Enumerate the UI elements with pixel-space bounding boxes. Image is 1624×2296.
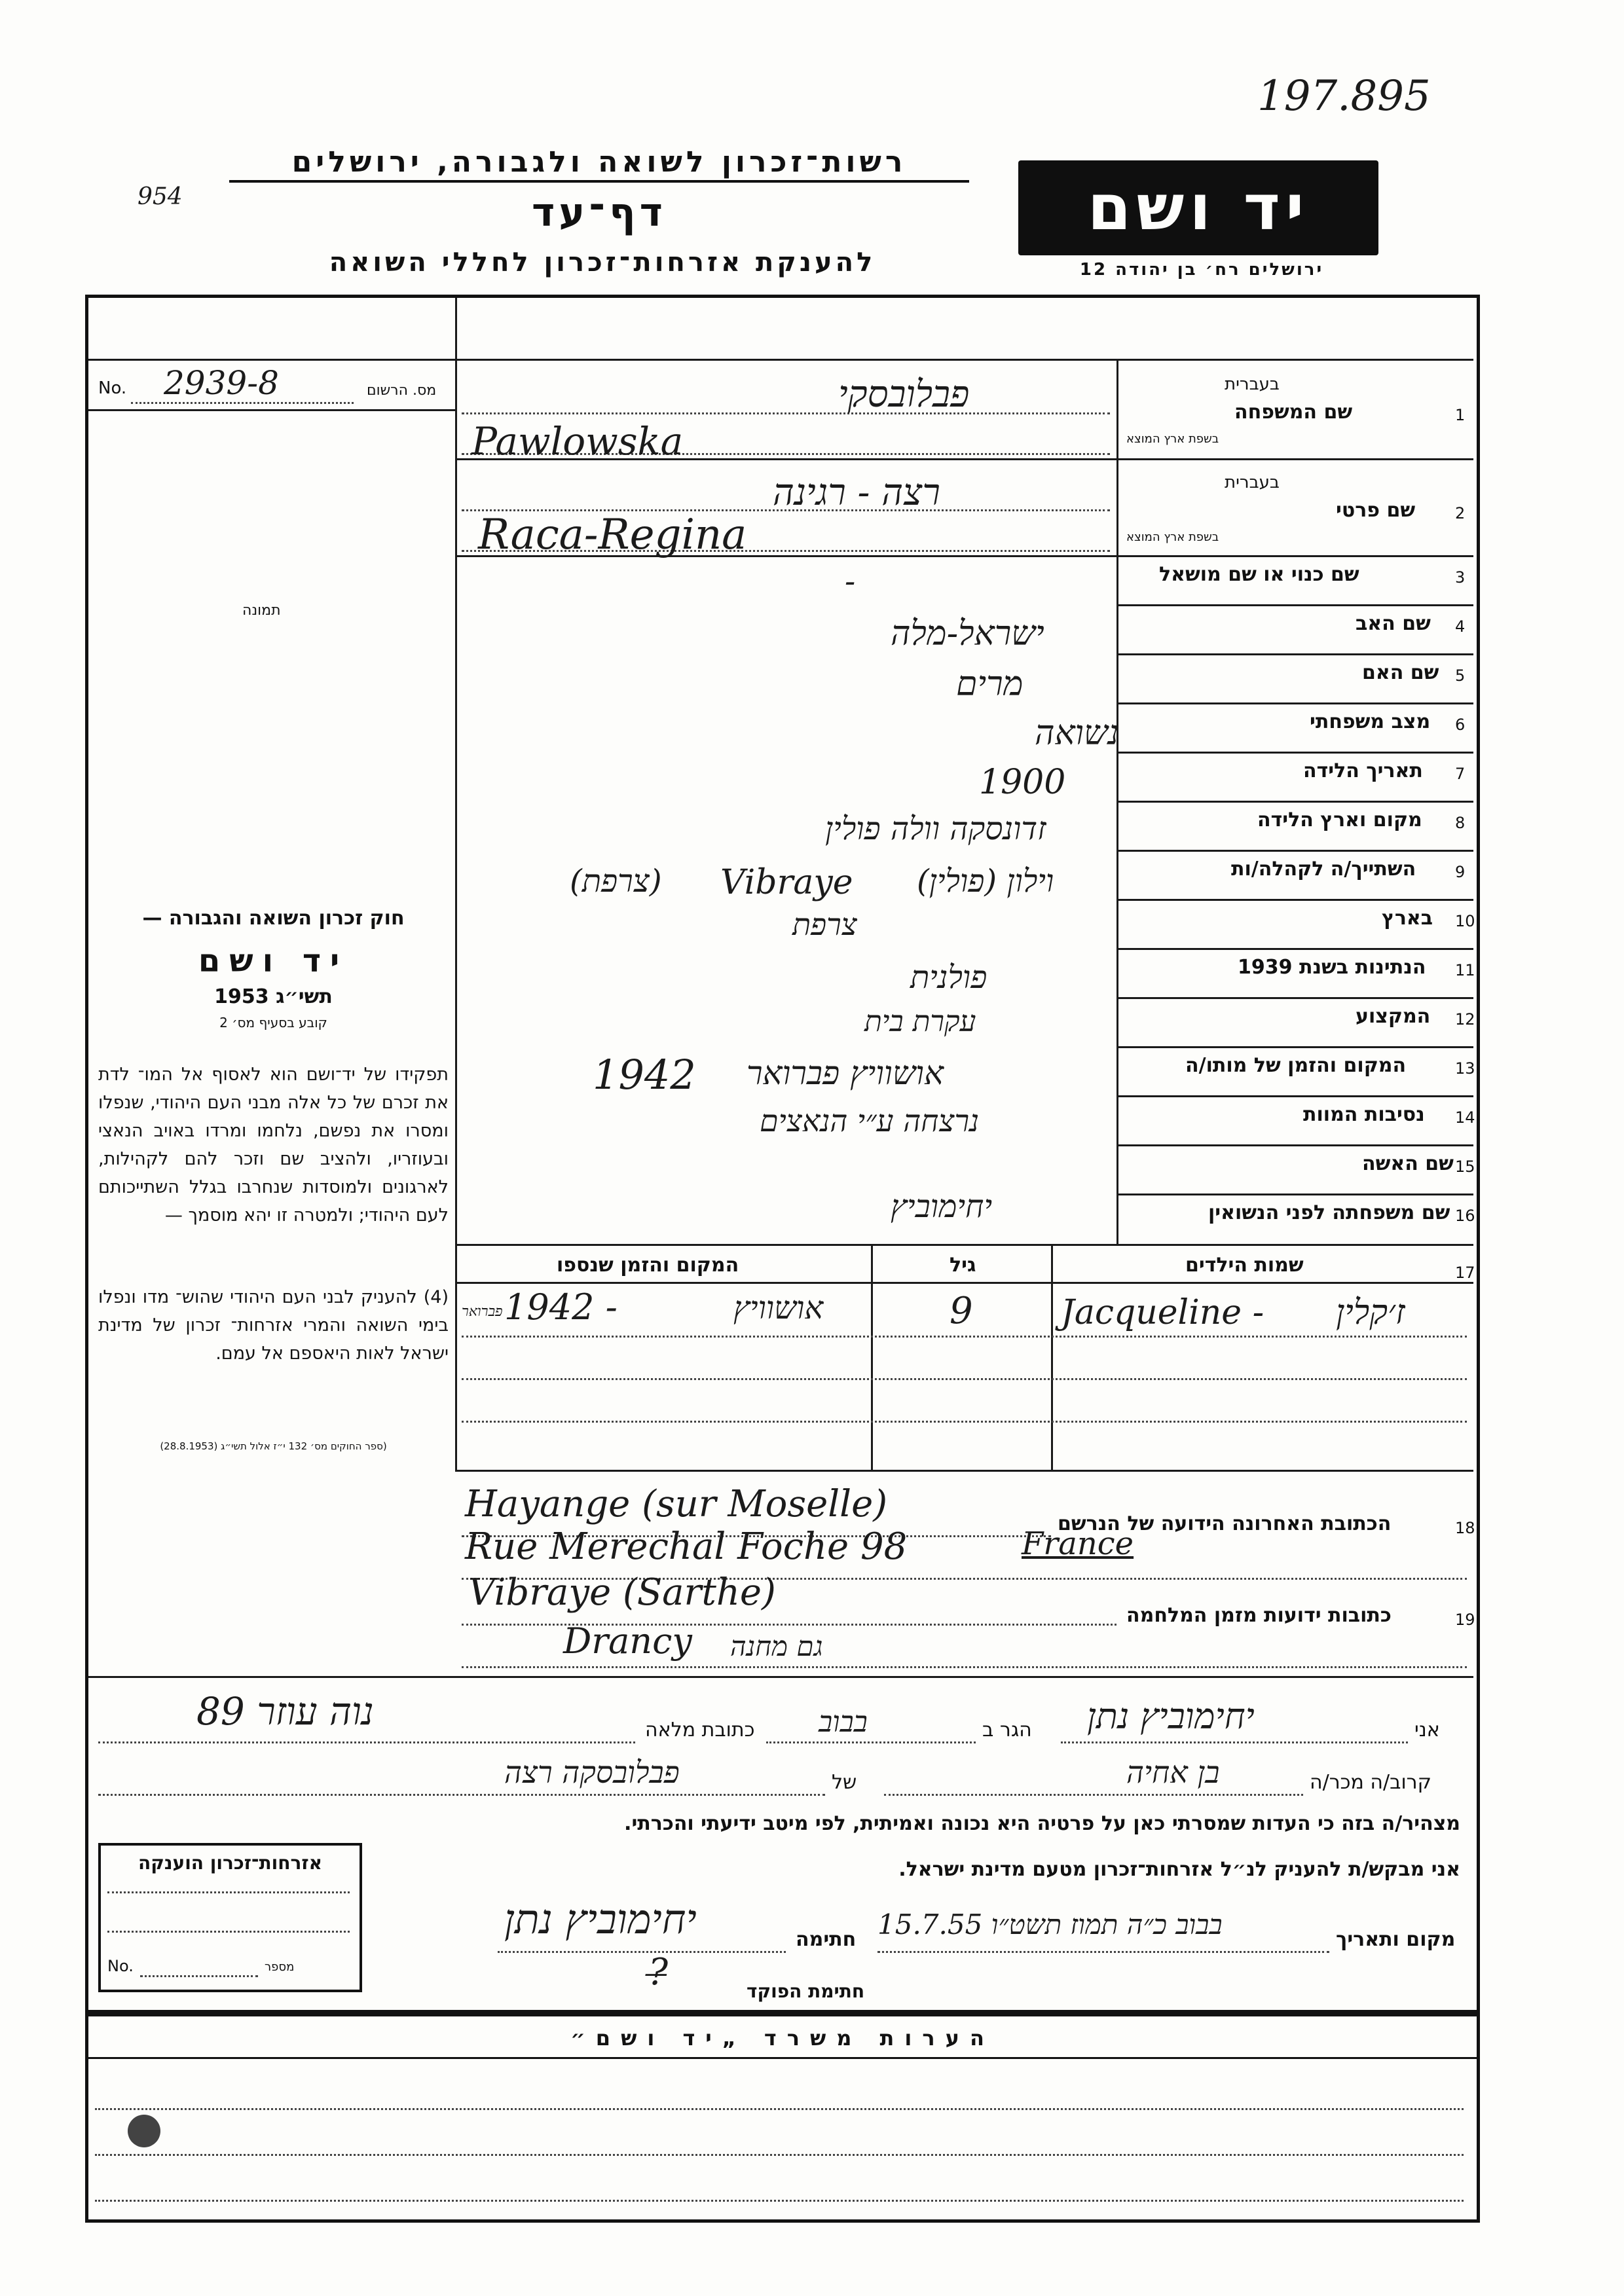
officer-initials: ?̶ (648, 1951, 669, 1994)
field-10-value: צרפת (792, 907, 857, 942)
field-6-value: נשואה (1035, 714, 1119, 753)
address-3: Vibraye (Sarthe) (468, 1571, 776, 1614)
address-1: Hayange (sur Moselle) (465, 1483, 888, 1525)
child-1-place-month: פברואר (462, 1303, 503, 1320)
decl-officer-label: חתימת הפוקד (747, 1980, 865, 2002)
children-col-place: המקום והזמן שנספו (557, 1254, 739, 1277)
child-1-place-heb: אושוויץ (733, 1290, 824, 1326)
field-1-sub1: בעברית (1225, 374, 1280, 394)
testimony-page: 197.895 954 רשות־זכרון לשואה ולגבורה, ירושלים דף־עד להענקת אזרחות־זכרון לחללי השואה יד ושם ירושלים רח׳ בן יהודה 12 No. 2939-8 מס. הרשום תמונה חוק זכרון השואה והגבורה — יד ושם תשי״ג 1953 קובע בסעיף מס׳ 2 תפקידו של יד־ושם הוא לאסוף אל המו־ לדת את זכרם של כל אלה מבני העם היהודי, שנפלו ומסרו את נפשם, נלחמו ומרדו באויב הנאצי ובעוזריו, ולהציב שם וזכר להם לקהילות, לארגונים ולמוסדות שנחרבו בגלל השתייכותם לעם היהודי; ולמטרה זו יהא מוסמך — (4) להעניק לבני העם היהודי שהוש־ מדו ונפלו בימי השואה והמרי אזרחות־ זכרון של מדינת ישראל לאות היאספם אל עמם. (ספר החוקים מס׳ 132 י״ז אלול תשי״ג (28.8.1953) 1 שם המשפחה בעברית בשפת ארץ המוצא פבלובסקי Pawlowska 2 שם פרטי בעברית בשפת ארץ המוצא רצה - רגינה Raca-Regina 3 שם כנוי או שם מושאל - 4 שם האב ישראל-מלה 5 שם האם מרים 6 מצב משפחתי נשואה 7 תאריך הלידה 1900 8 מקום וארץ הלידה זדונסקה וולה פולין 9 השתייך/ה לקהלה/ות (צרפת) Vibraye וילון (פולין) 10 בארץ צרפת 11 הנתינות בשנת 1939 פולנית 12 המקצוע עקרת בית 13 המקום והזמן של מותו/ה 1942 אושוויץ פברואר 14 נסיבות המוות נרצחה ע״י הנאצים 15 שם האשה 16 שם משפחתה לפני הנשואין יחימוביץ 17 שמות הילדים גיל המקום והזמן שנספו Jacqueline - ז׳קלין 9 פברואר 1942 - אושוויץ 18 הכתובת האחרונה הידועה של הנרשם Hayange (sur Moselle) Rue Merechal Foche 98 France 19 כתובות ידועות מזמן המלחמה Vibraye (Sarthe) Drancy גם מחנה אני יחימוביץ נתן הגר ב בבוב כתובת מלאה נוה עוזר 89 קרוב/ה מכר/ה בן אחיה של פבלובסקה רצה מצהיר/ה בזה כי העדות שמסרתי כאן על פרטיה היא נכונה ואמיתית, לפי מיטב ידיעתי והכרתי. אני מבקש/ת להעניק לנ״ל אזרחות־זכרון מטעם מדינת ישראל. מקום ותאריך בבוב כ״ה תמוז תשט״ו 15.7.55 חתימה יחימוביץ נתן ?̶ חתימת הפוקד אזרחות־זכרון הוענקה No. מספר הערות משרד „יד ושם״ (0, 0, 1624, 2296)
field-11-value: פולנית (910, 959, 987, 996)
form-subtitle: להענקת אזרחות־זכרון לחללי השואה (329, 247, 876, 278)
decl-gar-label: הגר ב (982, 1719, 1032, 1741)
reg-label: מס. הרשום (367, 382, 437, 399)
field-8-value: זדונסקה וולה פולין (825, 811, 1046, 847)
field-3-label: שם כנוי או שם מושאל (1159, 563, 1359, 586)
decl-relative-value: בן אחיה (1126, 1755, 1220, 1790)
field-8-label: מקום וארץ הלידה (1257, 809, 1422, 831)
field-12-value: עקרת בית (864, 1005, 976, 1038)
decl-place-date-value: בבוב כ״ה תמוז תשט״ו 15.7.55 (877, 1908, 1223, 1941)
field-3-value: - (845, 563, 856, 600)
law-name: יד ושם (198, 943, 349, 979)
decl-of-value: פבלובסקה רצה (504, 1755, 680, 1790)
yad-vashem-logo (1018, 160, 1378, 255)
field-12-label: המקצוע (1356, 1005, 1431, 1028)
field-4-label: שם האב (1356, 612, 1431, 635)
field-19-number: 19 (1455, 1611, 1475, 1629)
field-9-label: השתייך/ה לקהלה/ות (1231, 858, 1416, 881)
law-citation: (ספר החוקים מס׳ 132 י״ז אלול תשי״ג (28.8.1953) (160, 1440, 387, 1452)
child-1-name-lat: Jacqueline - (1061, 1293, 1264, 1332)
law-section: קובע בסעיף מס׳ 2 (219, 1015, 327, 1030)
field-7-value: 1900 (979, 763, 1066, 802)
field-18-label: הכתובת האחרונה הידועה של הנרשם (1058, 1512, 1392, 1535)
reference-number: 197.895 (1257, 72, 1431, 120)
field-2-value-lat: Raca-Regina (478, 511, 747, 559)
field-7-label: תאריך הלידה (1303, 759, 1423, 782)
field-15-label: שם האשה (1362, 1152, 1454, 1175)
field-14-label: נסיבות המוות (1303, 1103, 1425, 1126)
decl-ani-value: יחימוביץ נתן (1087, 1696, 1255, 1737)
field-1-value-lat: Pawlowska (471, 419, 684, 464)
law-paragraph-1: תפקידו של יד־ושם הוא לאסוף אל המו־ לדת את זכרם של כל אלה מבני העם היהודי, שנפלו ומסרו את נפשם, נלחמו ומרדו באויב הנאצי ובעוזריו, ולהציב שם וזכר להם לקהילות, לארגונים ולמוסדות שנחרבו בגלל השתייכותם לעם היהודי; ולמטרה זו יהא מוסמך — (98, 1065, 449, 1226)
field-16-value: יחימוביץ (891, 1188, 993, 1225)
decl-signature-value: יחימוביץ נתן (504, 1895, 697, 1943)
children-col-names: שמות הילדים (1185, 1254, 1304, 1277)
logo-address: ירושלים רח׳ בן יהודה 12 (1079, 260, 1324, 280)
field-13-value-heb: אושוויץ פברואר (747, 1054, 944, 1092)
org-line: רשות־זכרון לשואה ולגבורה, ירושלים (229, 145, 969, 183)
decl-place-date-label: מקום ותאריך (1336, 1928, 1456, 1951)
address-2-b: France (1022, 1525, 1134, 1562)
field-16-label: שם משפחתה לפני הנשואין (1208, 1201, 1450, 1224)
field-9-value-lat: Vibraye (720, 863, 853, 902)
field-1-sub2: בשפת ארץ המוצא (1126, 432, 1219, 446)
field-11-label: הנתינות בשנת 1939 (1238, 956, 1426, 979)
field-10-label: בארץ (1382, 907, 1433, 930)
law-year: תשי״ג 1953 (214, 985, 333, 1008)
citizenship-box (98, 1843, 362, 1992)
field-13-label: המקום והזמן של מותו/ה (1185, 1054, 1407, 1077)
field-1-value-heb: פבלובסקי (838, 373, 970, 416)
citizenship-number-label: מספר (265, 1960, 295, 1974)
reg-no-value: 2939-8 (164, 364, 279, 402)
child-1-place-year: 1942 - (504, 1286, 618, 1328)
address-4-b: גם מחנה (730, 1630, 823, 1662)
child-1-age: 9 (950, 1290, 973, 1332)
field-9-value-heb-a: (צרפת) (570, 863, 662, 900)
field-18-number: 18 (1455, 1519, 1475, 1537)
decl-statement-2: אני מבקש/ת להעניק לנ״ל אזרחות־זכרון מטעם מדינת ישראל. (898, 1858, 1460, 1881)
citizenship-no-label: No. (107, 1957, 134, 1975)
reg-no-label: No. (98, 378, 127, 398)
children-col-age: גיל (950, 1254, 976, 1277)
address-2-a: Rue Merechal Foche 98 (465, 1525, 908, 1568)
field-14-value: נרצחה ע״י הנאצים (760, 1103, 980, 1139)
field-5-label: שם האם (1362, 661, 1439, 684)
decl-ani-label: אני (1414, 1719, 1440, 1741)
decl-signature-label: חתימה (796, 1928, 857, 1951)
margin-note: 954 (138, 183, 183, 210)
field-9-value-heb-b: וילון (פולין) (917, 863, 1054, 900)
decl-of-label: של (832, 1771, 857, 1794)
field-6-label: מצב משפחתי (1310, 710, 1431, 733)
field-13-value-year: 1942 (593, 1051, 696, 1099)
notes-box (85, 2013, 1480, 2223)
decl-address-value: נוה עוזר 89 (196, 1689, 374, 1734)
field-2-sub1: בעברית (1225, 473, 1280, 492)
decl-gar-value: בבוב (819, 1705, 868, 1739)
field-2-value-heb: רצה - רגינה (773, 471, 940, 514)
field-2-label: שם פרטי (1336, 499, 1416, 522)
ink-blot (128, 2115, 160, 2147)
field-19-label: כתובות ידועות מזמן המלחמה (1126, 1604, 1392, 1627)
law-title: חוק זכרון השואה והגבורה — (142, 907, 405, 930)
photo-label: תמונה (242, 602, 281, 619)
decl-statement-1: מצהיר/ה בזה כי העדות שמסרתי כאן על פרטיה היא נכונה ואמיתית, לפי מיטב ידיעתי והכרתי. (624, 1812, 1460, 1835)
form-title: דף־עד (532, 190, 667, 236)
field-2-sub2: בשפת ארץ המוצא (1126, 530, 1219, 544)
decl-address-label: כתובת מלאה (645, 1719, 755, 1741)
field-5-value: מרים (956, 665, 1024, 704)
logo-text: יד ושם (1087, 171, 1310, 244)
address-4-a: Drancy (563, 1620, 692, 1662)
citizenship-title: אזרחות־זכרון הוענקה (138, 1852, 322, 1874)
field-4-value: ישראל-מלה (891, 614, 1044, 653)
field-1-label: שם המשפחה (1234, 401, 1353, 424)
child-1-name-heb: ז׳קלין (1336, 1293, 1405, 1332)
field-17-number: 17 (1455, 1264, 1475, 1282)
decl-relative-label: קרוב/ה מכר/ה (1310, 1771, 1431, 1794)
law-paragraph-2: (4) להעניק לבני העם היהודי שהוש־ מדו ונפלו בימי השואה והמרי אזרחות־ זכרון של מדינת ישראל לאות היאספם אל עמם. (98, 1287, 449, 1364)
notes-title: הערות משרד „יד ושם״ (570, 2026, 995, 2050)
